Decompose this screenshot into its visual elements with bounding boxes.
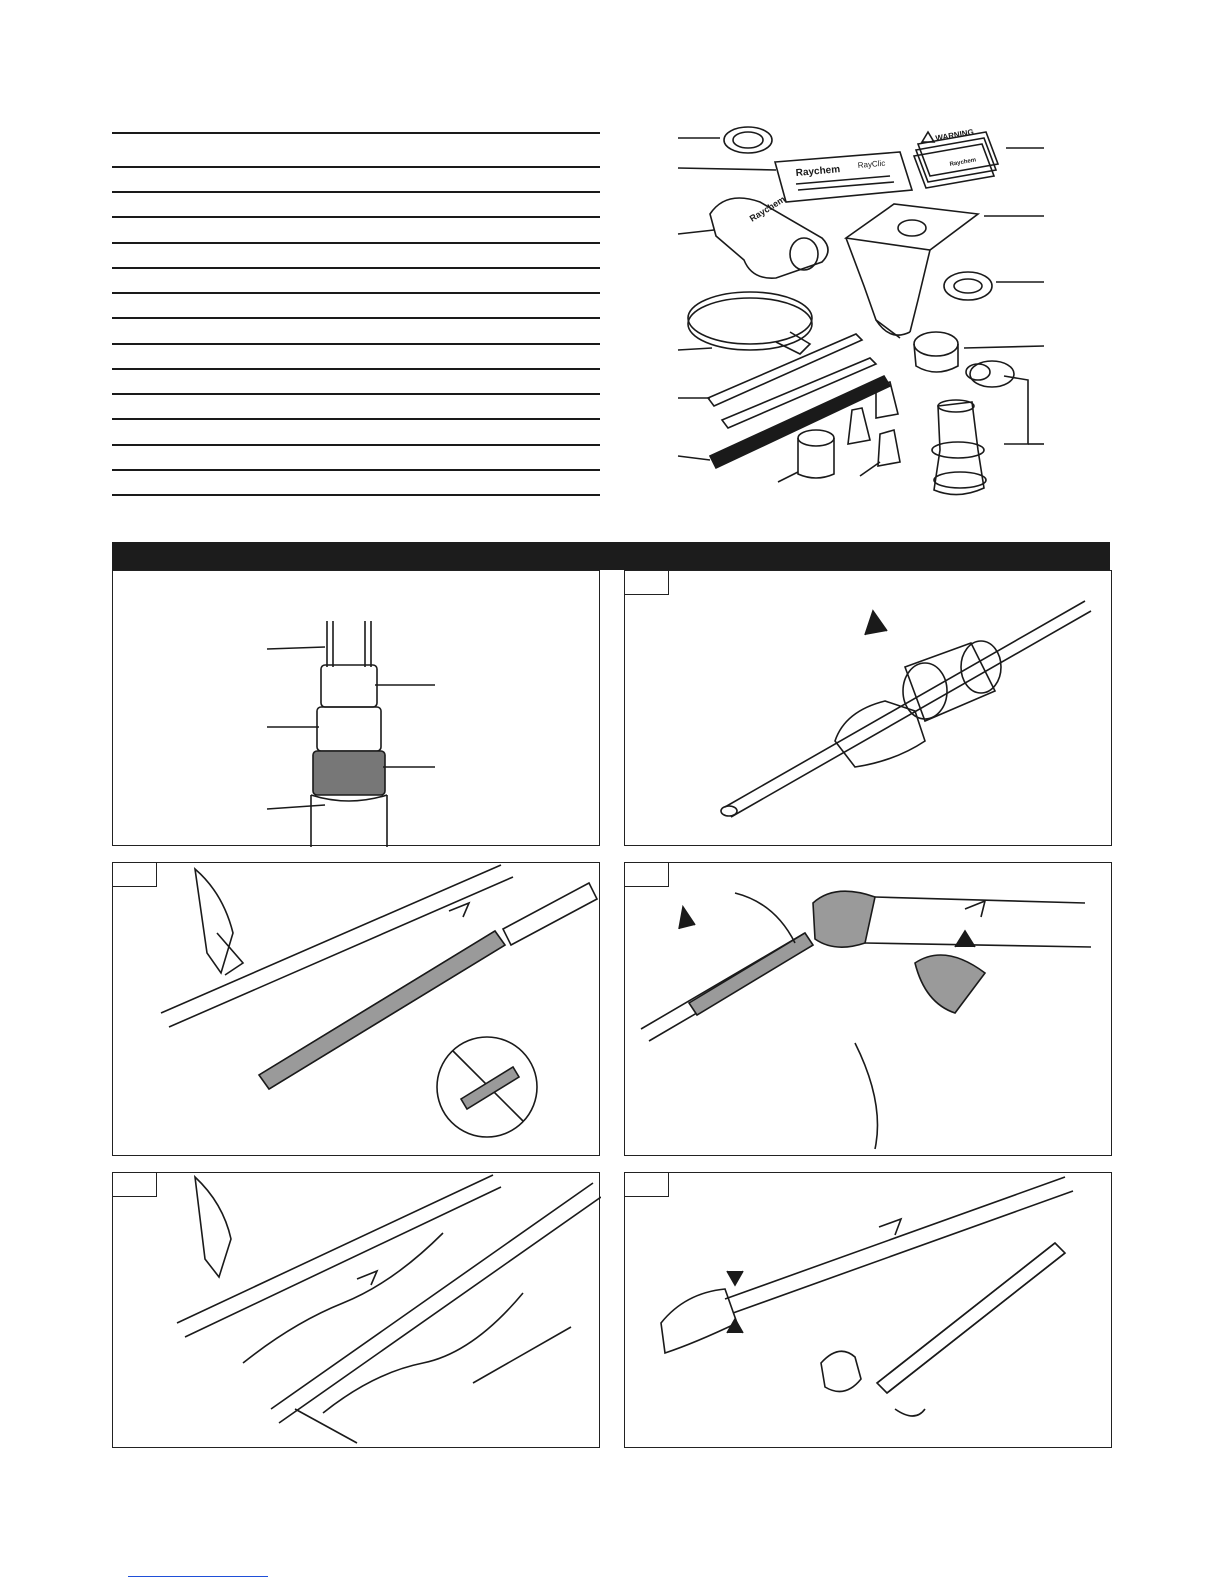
cable-gland: [932, 364, 990, 495]
knife-icon: [217, 933, 243, 975]
table-rule: [112, 343, 600, 345]
table-rule: [112, 216, 600, 218]
section-header-bar: [112, 542, 1110, 570]
warning-triangle-icon: [922, 132, 934, 142]
panel-step-4: [112, 1172, 600, 1448]
direction-arrow-icon: [679, 907, 695, 929]
hose-clamp: [678, 292, 812, 354]
lock-nut: [944, 272, 1044, 300]
mounting-bracket: [846, 204, 1044, 338]
direction-arrow-icon: [895, 1409, 925, 1416]
kit-parts-illustration: [600, 110, 1120, 510]
gland-assembly-illustration: [625, 571, 1113, 847]
hand-icon: [735, 893, 795, 943]
svg-text:RayClic: RayClic: [857, 158, 886, 170]
table-rule: [112, 267, 600, 269]
svg-text:Raychem: Raychem: [795, 164, 841, 179]
panel-step-5: [624, 1172, 1112, 1448]
direction-arrow-icon: [449, 903, 469, 917]
gland-cap: [970, 361, 1044, 444]
hand-icon: [195, 869, 233, 973]
panel-step-1: [624, 570, 1112, 846]
hand-icon: [855, 1043, 878, 1149]
warning-labels: [914, 127, 1044, 188]
screw-plug: [914, 332, 1044, 372]
direction-arrow-icon: [727, 1271, 743, 1285]
cable-construction-illustration: [113, 571, 601, 847]
table-rule: [112, 469, 600, 471]
table-rule: [112, 292, 600, 294]
table-rule: [112, 368, 600, 370]
svg-text:Raychem: Raychem: [949, 157, 977, 168]
panel-step-3: [624, 862, 1112, 1156]
panel-cable-construction: [112, 570, 600, 846]
hand-icon: [195, 1177, 231, 1277]
table-rule: [112, 166, 600, 168]
braid-pushback-illustration: [625, 863, 1113, 1157]
svg-text:WARNING: WARNING: [934, 127, 975, 143]
table-rule: [112, 494, 600, 496]
core-strip-illustration: [113, 1173, 601, 1449]
table-rule: [112, 191, 600, 193]
table-rule: [112, 242, 600, 244]
direction-arrow-icon: [965, 901, 985, 917]
table-rule: [112, 444, 600, 446]
direction-arrow-icon: [955, 931, 975, 947]
table-rule: [112, 132, 600, 134]
panel-step-2: [112, 862, 600, 1156]
installation-tag: [678, 152, 912, 202]
heat-shrink-tubes: [678, 334, 890, 468]
strip-jacket-illustration: [113, 863, 601, 1157]
table-rule: [112, 418, 600, 420]
footer-link-underline[interactable]: [128, 1576, 268, 1577]
end-seal: [678, 194, 828, 278]
core-separation-illustration: [625, 1173, 1113, 1449]
grommet-ring: [678, 127, 772, 153]
svg-text:Raychem: Raychem: [747, 194, 788, 224]
crimp-sleeve: [778, 430, 834, 482]
direction-arrow-icon: [357, 1271, 377, 1285]
direction-arrow-icon: [879, 1219, 901, 1235]
table-rule: [112, 393, 600, 395]
direction-arrow-icon: [865, 611, 887, 635]
table-rule: [112, 317, 600, 319]
